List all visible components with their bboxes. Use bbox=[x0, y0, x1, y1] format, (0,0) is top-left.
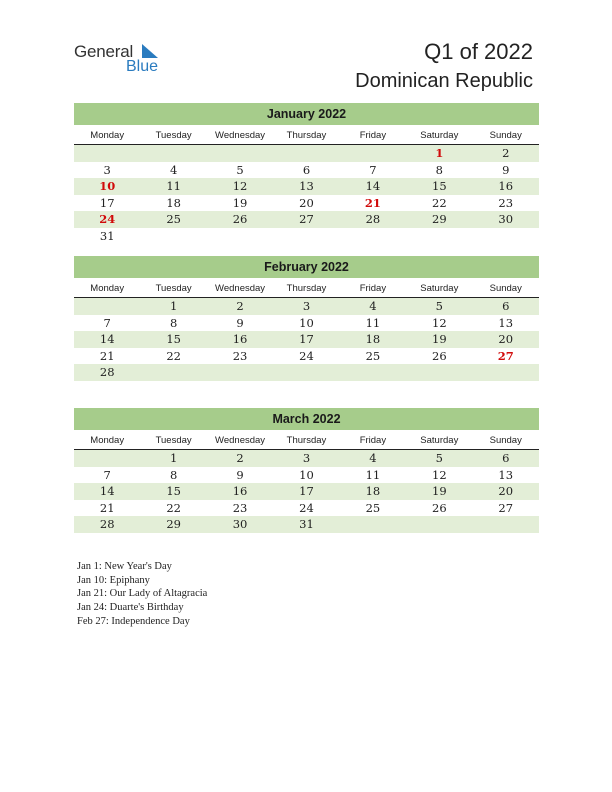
holiday-note: Feb 27: Independence Day bbox=[77, 615, 190, 627]
week-row bbox=[74, 467, 539, 484]
weekday-label: Thursday bbox=[286, 130, 327, 141]
weekday-label: Tuesday bbox=[155, 283, 192, 294]
week-row bbox=[74, 348, 539, 365]
day-cell: 20 bbox=[299, 195, 314, 210]
day-cell: 5 bbox=[435, 299, 443, 313]
month-title: March 2022 bbox=[74, 408, 539, 430]
day-cell: 28 bbox=[99, 517, 115, 531]
day-cell bbox=[74, 450, 140, 467]
weekday-label: Thursday bbox=[286, 283, 327, 294]
day-cell bbox=[140, 145, 206, 162]
day-cell: 18 bbox=[365, 484, 381, 498]
weekday-label: Monday bbox=[90, 435, 125, 446]
day-cell: 2 bbox=[502, 146, 510, 160]
day-cell: 22 bbox=[166, 348, 181, 363]
week-row bbox=[74, 450, 539, 467]
day-cell: 4 bbox=[369, 299, 377, 313]
week-row bbox=[74, 516, 539, 533]
day-cell: 21 bbox=[99, 348, 115, 363]
day-cell: 24 bbox=[299, 348, 314, 363]
day-cell: 6 bbox=[302, 162, 311, 177]
month-calendar bbox=[74, 256, 539, 381]
day-cell bbox=[273, 145, 339, 162]
logo bbox=[74, 42, 174, 78]
weekday-label: Sunday bbox=[489, 130, 522, 141]
month-title: January 2022 bbox=[74, 103, 539, 125]
day-cell: 21 bbox=[364, 195, 381, 210]
day-cell: 10 bbox=[299, 467, 314, 482]
week-row bbox=[74, 145, 539, 162]
weekday-label: Saturday bbox=[420, 130, 459, 141]
day-cell: 17 bbox=[99, 195, 115, 210]
day-cell bbox=[140, 228, 206, 245]
day-cell: 10 bbox=[99, 179, 116, 193]
day-cell: 1 bbox=[169, 451, 178, 465]
day-cell: 7 bbox=[103, 467, 111, 482]
country-name: Dominican Republic bbox=[355, 70, 533, 92]
day-cell bbox=[473, 516, 539, 533]
week-row bbox=[74, 500, 539, 517]
day-cell: 2 bbox=[236, 299, 244, 313]
day-cell: 25 bbox=[365, 348, 381, 363]
day-cell: 20 bbox=[498, 332, 514, 346]
day-cell bbox=[340, 364, 406, 381]
day-cell: 5 bbox=[435, 451, 443, 465]
day-cell bbox=[406, 228, 472, 245]
day-cell: 17 bbox=[299, 332, 314, 346]
week-row bbox=[74, 178, 539, 195]
week-row bbox=[74, 211, 539, 228]
logo-flag-icon bbox=[142, 44, 158, 58]
day-cell bbox=[473, 364, 539, 381]
day-cell: 9 bbox=[502, 162, 510, 177]
weekday-header bbox=[74, 280, 539, 298]
logo-text-blue: Blue bbox=[126, 58, 159, 75]
weekday-header bbox=[74, 127, 539, 145]
weekday-label: Thursday bbox=[286, 435, 327, 446]
day-cell: 27 bbox=[497, 348, 514, 363]
day-cell: 5 bbox=[236, 162, 244, 177]
day-cell: 16 bbox=[232, 332, 248, 346]
month-title: February 2022 bbox=[74, 256, 539, 278]
day-cell: 14 bbox=[99, 332, 115, 346]
day-cell: 2 bbox=[236, 451, 244, 465]
weekday-label: Saturday bbox=[420, 435, 459, 446]
day-cell: 26 bbox=[432, 500, 447, 515]
day-cell bbox=[74, 298, 140, 315]
day-cell: 12 bbox=[432, 315, 447, 330]
weekday-label: Wednesday bbox=[215, 435, 266, 446]
day-cell: 19 bbox=[432, 332, 447, 346]
day-cell bbox=[273, 364, 339, 381]
day-cell: 23 bbox=[498, 195, 514, 210]
day-cell bbox=[140, 364, 206, 381]
week-row bbox=[74, 315, 539, 332]
day-cell: 21 bbox=[99, 500, 115, 515]
day-cell: 1 bbox=[435, 146, 444, 160]
day-cell: 9 bbox=[236, 467, 244, 482]
day-cell: 10 bbox=[299, 315, 314, 330]
day-cell: 7 bbox=[369, 162, 377, 177]
day-cell bbox=[473, 228, 539, 245]
weekday-label: Sunday bbox=[489, 435, 522, 446]
day-cell: 29 bbox=[432, 212, 447, 226]
day-cell: 6 bbox=[502, 451, 510, 465]
day-cell: 16 bbox=[498, 179, 514, 193]
day-cell: 22 bbox=[166, 500, 181, 515]
day-cell: 30 bbox=[232, 517, 248, 531]
day-cell bbox=[406, 364, 472, 381]
day-cell: 28 bbox=[365, 212, 381, 226]
day-cell bbox=[340, 228, 406, 245]
day-cell: 3 bbox=[103, 162, 111, 177]
weekday-label: Friday bbox=[359, 283, 387, 294]
day-cell: 3 bbox=[302, 299, 311, 313]
week-row bbox=[74, 483, 539, 500]
day-cell bbox=[207, 228, 273, 245]
day-cell: 13 bbox=[299, 179, 314, 193]
weekday-label: Sunday bbox=[489, 283, 522, 294]
week-row bbox=[74, 162, 539, 179]
day-cell: 13 bbox=[498, 467, 514, 482]
logo-text-general: General bbox=[74, 42, 134, 61]
day-cell: 19 bbox=[232, 195, 248, 210]
day-cell: 23 bbox=[232, 348, 248, 363]
day-cell: 31 bbox=[299, 517, 314, 531]
day-cell: 9 bbox=[236, 315, 244, 330]
page-title: Q1 of 2022 bbox=[424, 39, 533, 64]
day-cell: 20 bbox=[498, 484, 514, 498]
day-cell: 4 bbox=[169, 162, 178, 177]
day-cell: 18 bbox=[365, 332, 381, 346]
weekday-label: Saturday bbox=[420, 283, 459, 294]
weekday-label: Tuesday bbox=[155, 130, 192, 141]
day-cell: 8 bbox=[169, 315, 178, 330]
day-cell: 11 bbox=[365, 467, 381, 482]
week-row bbox=[74, 195, 539, 212]
day-cell bbox=[207, 145, 273, 162]
weekday-label: Friday bbox=[359, 130, 387, 141]
day-cell: 15 bbox=[166, 332, 181, 346]
day-cell: 25 bbox=[365, 500, 381, 515]
holiday-note: Jan 1: New Year's Day bbox=[77, 561, 172, 572]
day-cell: 14 bbox=[99, 484, 115, 498]
holiday-notes bbox=[77, 560, 207, 629]
weekday-label: Monday bbox=[90, 283, 125, 294]
day-cell: 30 bbox=[498, 212, 514, 226]
day-cell: 18 bbox=[166, 195, 181, 210]
weekday-label: Monday bbox=[90, 130, 125, 141]
holiday-note: Jan 21: Our Lady of Altagracia bbox=[77, 588, 208, 600]
day-cell: 24 bbox=[299, 500, 314, 515]
weekday-label: Wednesday bbox=[215, 130, 266, 141]
day-cell: 28 bbox=[99, 365, 115, 379]
day-cell: 29 bbox=[166, 517, 181, 531]
day-cell: 3 bbox=[302, 451, 311, 465]
day-cell: 8 bbox=[169, 467, 178, 482]
day-cell: 1 bbox=[169, 299, 178, 313]
day-cell: 23 bbox=[232, 500, 248, 515]
day-cell: 11 bbox=[166, 179, 181, 193]
week-row bbox=[74, 364, 539, 381]
week-row bbox=[74, 228, 539, 245]
day-cell: 22 bbox=[432, 195, 447, 210]
day-cell: 8 bbox=[435, 162, 443, 177]
day-cell: 15 bbox=[166, 484, 181, 498]
day-cell bbox=[273, 228, 339, 245]
day-cell: 27 bbox=[498, 500, 514, 515]
day-cell bbox=[74, 145, 140, 162]
day-cell bbox=[406, 516, 472, 533]
weekday-label: Friday bbox=[359, 435, 387, 446]
day-cell: 31 bbox=[99, 228, 115, 243]
month-calendar bbox=[74, 103, 539, 244]
week-row bbox=[74, 331, 539, 348]
day-cell bbox=[340, 145, 406, 162]
holiday-note: Jan 10: Epiphany bbox=[77, 574, 150, 586]
day-cell: 11 bbox=[365, 315, 381, 330]
day-cell: 12 bbox=[232, 179, 248, 193]
day-cell: 24 bbox=[99, 212, 116, 226]
day-cell: 7 bbox=[103, 315, 111, 330]
holiday-note: Jan 24: Duarte's Birthday bbox=[77, 602, 184, 614]
day-cell: 26 bbox=[232, 212, 248, 226]
weekday-label: Wednesday bbox=[215, 283, 266, 294]
day-cell: 26 bbox=[432, 348, 447, 363]
day-cell: 14 bbox=[365, 179, 381, 193]
month-calendar bbox=[74, 408, 539, 533]
weekday-label: Tuesday bbox=[155, 435, 192, 446]
day-cell: 13 bbox=[498, 315, 514, 330]
day-cell: 12 bbox=[432, 467, 447, 482]
day-cell: 16 bbox=[232, 484, 248, 498]
day-cell: 15 bbox=[432, 179, 447, 193]
day-cell: 17 bbox=[299, 484, 314, 498]
day-cell: 4 bbox=[369, 451, 377, 465]
day-cell bbox=[207, 364, 273, 381]
day-cell: 27 bbox=[299, 212, 314, 226]
day-cell: 6 bbox=[502, 299, 510, 313]
weekday-header bbox=[74, 432, 539, 450]
day-cell bbox=[340, 516, 406, 533]
day-cell: 19 bbox=[432, 484, 447, 498]
day-cell: 25 bbox=[166, 212, 181, 226]
week-row bbox=[74, 298, 539, 315]
